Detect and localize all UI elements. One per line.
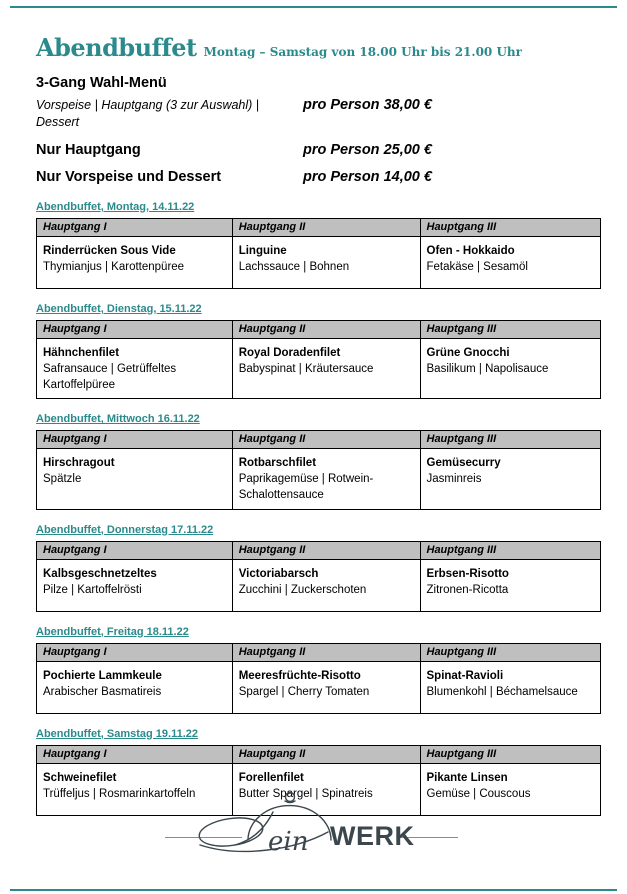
dish-cell bbox=[37, 559, 233, 611]
dish-details: Zitronen-Ricotta bbox=[426, 583, 509, 596]
column-header: Hauptgang II bbox=[232, 745, 420, 763]
menu-table bbox=[36, 541, 601, 612]
dish-details: Zucchini | Zuckerschoten bbox=[238, 583, 367, 596]
dish-details: Basilikum | Napolisauce bbox=[426, 363, 549, 376]
column-header: Hauptgang III bbox=[420, 745, 601, 763]
column-header: Hauptgang I bbox=[37, 219, 233, 237]
dish-details: Fetakäse | Sesamöl bbox=[426, 261, 528, 274]
dish-cell bbox=[232, 449, 420, 509]
dish-cell bbox=[420, 339, 601, 399]
bottom-border-line bbox=[10, 889, 617, 891]
menu-table bbox=[36, 320, 601, 399]
dish-cell bbox=[37, 661, 233, 713]
dish-cell bbox=[420, 661, 601, 713]
dish-details: Jasminreis bbox=[426, 473, 482, 486]
logo-word-text: WERK bbox=[330, 821, 415, 851]
day-section bbox=[36, 197, 601, 289]
day-section bbox=[36, 409, 601, 509]
dish-name: Hirschragout bbox=[43, 457, 115, 470]
price-option-value: pro Person 14,00 € bbox=[303, 169, 432, 185]
column-header: Hauptgang II bbox=[232, 431, 420, 449]
menu-table bbox=[36, 430, 601, 509]
logo-script-text: ein bbox=[268, 827, 309, 857]
day-section bbox=[36, 299, 601, 399]
day-section bbox=[36, 520, 601, 612]
cloche-logo-icon bbox=[195, 788, 340, 858]
dish-cell bbox=[232, 661, 420, 713]
page-title: Abendbuffet bbox=[36, 33, 197, 62]
dish-name: Rotbarschfilet bbox=[238, 457, 317, 470]
price-option-row bbox=[36, 97, 601, 131]
dish-name: Grüne Gnocchi bbox=[426, 347, 510, 359]
dish-name: Royal Doradenfilet bbox=[238, 347, 341, 359]
dish-details: Arabischer Basmatireis bbox=[43, 685, 162, 698]
dish-name: Erbsen-Risotto bbox=[426, 567, 509, 580]
dish-name: Forellenfilet bbox=[238, 771, 304, 784]
day-section bbox=[36, 622, 601, 714]
dish-details: Safransauce | Getrüffeltes Kartoffelpüree bbox=[43, 363, 177, 392]
dish-name: Pochierte Lammkeule bbox=[43, 669, 162, 682]
dish-details: Pilze | Kartoffelrösti bbox=[43, 583, 142, 596]
menu-option-title: 3-Gang Wahl-Menü bbox=[36, 75, 167, 91]
dish-name: Linguine bbox=[238, 245, 287, 257]
dish-name: Victoriabarsch bbox=[238, 567, 319, 580]
dish-name: Schweinefilet bbox=[43, 771, 117, 784]
dish-name: Spinat-Ravioli bbox=[426, 669, 504, 682]
dish-name: Rinderrücken Sous Vide bbox=[43, 245, 176, 257]
opening-hours: Montag – Samstag von 18.00 Uhr bis 21.00 Uhr bbox=[203, 45, 522, 59]
column-header: Hauptgang I bbox=[37, 745, 233, 763]
dish-name: Ofen - Hokkaido bbox=[426, 245, 515, 257]
table-header-row bbox=[37, 321, 601, 339]
column-header: Hauptgang II bbox=[232, 321, 420, 339]
dish-cell bbox=[37, 449, 233, 509]
table-header-row bbox=[37, 745, 601, 763]
menu-table bbox=[36, 643, 601, 714]
table-header-row bbox=[37, 219, 601, 237]
menu-table bbox=[36, 218, 601, 289]
price-option-row bbox=[36, 142, 601, 159]
column-header: Hauptgang II bbox=[232, 541, 420, 559]
price-option-label: Nur Hauptgang bbox=[36, 142, 141, 158]
day-heading: Abendbuffet, Montag, 14.11.22 bbox=[36, 201, 195, 213]
dish-cell bbox=[420, 559, 601, 611]
table-row bbox=[37, 559, 601, 611]
table-header-row bbox=[37, 431, 601, 449]
column-header: Hauptgang I bbox=[37, 643, 233, 661]
table-header-row bbox=[37, 541, 601, 559]
dish-details: Trüffeljus | Rosmarinkartoffeln bbox=[43, 787, 196, 800]
dish-cell bbox=[37, 237, 233, 289]
table-header-row bbox=[37, 643, 601, 661]
dish-details: Thymianjus | Karottenpüree bbox=[43, 261, 185, 274]
day-heading: Abendbuffet, Freitag 18.11.22 bbox=[36, 625, 189, 638]
column-header: Hauptgang III bbox=[420, 431, 601, 449]
dish-name: Pikante Linsen bbox=[426, 771, 508, 784]
column-header: Hauptgang III bbox=[420, 219, 601, 237]
table-row bbox=[37, 339, 601, 399]
price-option-label: Vorspeise | Hauptgang (3 zur Auswahl) | Dessert bbox=[36, 98, 260, 129]
dish-name: Gemüsecurry bbox=[426, 457, 501, 470]
document-header bbox=[36, 35, 601, 61]
day-heading: Abendbuffet, Dienstag, 15.11.22 bbox=[36, 303, 202, 315]
column-header: Hauptgang I bbox=[37, 321, 233, 339]
price-option-value: pro Person 25,00 € bbox=[303, 142, 432, 158]
column-header: Hauptgang III bbox=[420, 321, 601, 339]
day-heading: Abendbuffet, Donnerstag 17.11.22 bbox=[36, 523, 214, 536]
table-row bbox=[37, 449, 601, 509]
dish-details: Butter Spargel | Spinatreis bbox=[238, 787, 373, 800]
column-header: Hauptgang III bbox=[420, 643, 601, 661]
table-row bbox=[37, 237, 601, 289]
day-heading: Abendbuffet, Mittwoch 16.11.22 bbox=[36, 413, 200, 426]
column-header: Hauptgang II bbox=[232, 643, 420, 661]
column-header: Hauptgang III bbox=[420, 541, 601, 559]
dish-details: Paprikagemüse | Rotwein-Schalottensauce bbox=[238, 473, 374, 502]
day-heading: Abendbuffet, Samstag 19.11.22 bbox=[36, 727, 198, 740]
price-option-row bbox=[36, 169, 601, 186]
dish-details: Spargel | Cherry Tomaten bbox=[238, 685, 370, 698]
column-header: Hauptgang I bbox=[37, 431, 233, 449]
dish-cell bbox=[420, 237, 601, 289]
dish-cell bbox=[232, 559, 420, 611]
table-row bbox=[37, 661, 601, 713]
dish-name: Meeresfrüchte-Risotto bbox=[238, 669, 361, 682]
dish-details: Lachssauce | Bohnen bbox=[238, 261, 350, 274]
dish-name: Kalbsgeschnetzeltes bbox=[43, 567, 157, 580]
footer-logo bbox=[0, 788, 627, 860]
dish-details: Gemüse | Couscous bbox=[426, 787, 531, 800]
price-option-value: pro Person 38,00 € bbox=[303, 97, 432, 113]
dish-details: Babyspinat | Kräutersauce bbox=[238, 363, 374, 376]
dish-cell bbox=[232, 237, 420, 289]
column-header: Hauptgang II bbox=[232, 219, 420, 237]
dish-cell bbox=[37, 339, 233, 399]
dish-details: Spätzle bbox=[43, 473, 82, 486]
dish-details: Blumenkohl | Béchamelsauce bbox=[426, 685, 578, 698]
dish-cell bbox=[232, 339, 420, 399]
day-sections bbox=[36, 197, 601, 816]
price-option-label: Nur Vorspeise und Dessert bbox=[36, 169, 222, 185]
column-header: Hauptgang I bbox=[37, 541, 233, 559]
dish-name: Hähnchenfilet bbox=[43, 347, 120, 359]
dish-cell bbox=[420, 449, 601, 509]
